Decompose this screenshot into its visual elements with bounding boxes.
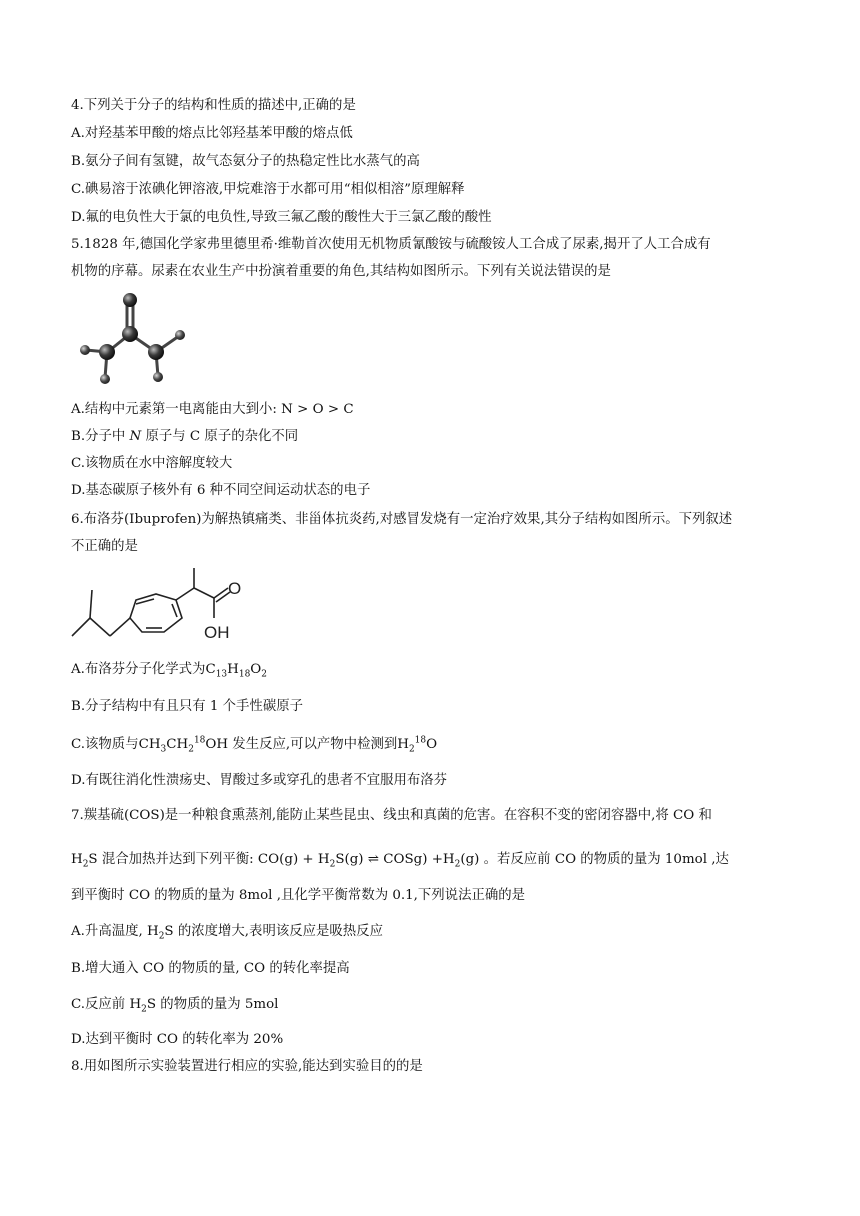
q7-option-a-text: A.升高温度, H — [71, 924, 159, 939]
q5-option-b — [71, 428, 298, 446]
q5-option-a: A.结构中元素第一电离能由大到小: N > O > C — [71, 402, 354, 417]
q7-option-d: D.达到平衡时 CO 的转化率为 20% — [71, 1032, 284, 1047]
q6-option-b: B.分子结构中有且只有 1 个手性碳原子 — [71, 699, 303, 714]
q7-stem-line2: $H_2S$ 混合加热并达到下列平衡: $CO(g) + H_2S(g)$ ⇌ COSg) $+H_2(g)$ 。若反应前 CO 的物质的量为 10mol ,达 — [71, 852, 729, 870]
ibuprofen-structure-diagram — [70, 566, 250, 644]
q6-option-a — [71, 661, 267, 679]
hydrogen-atom — [175, 330, 185, 340]
q6-option-c-text: C.该物质与 — [71, 737, 139, 752]
q5-option-b-text: B.分子中 — [71, 429, 130, 444]
carbonyl-oxygen-label: O — [228, 579, 242, 598]
hydrogen-atom — [80, 345, 90, 355]
hydrogen-atom — [153, 372, 163, 382]
q7-equation-part2: S(g) ⇌ COSg) +H — [335, 852, 455, 867]
ibuprofen-formula: $C_{13}H_{18}O_2$ — [205, 662, 268, 680]
nitrogen-atom-left — [99, 344, 115, 360]
q5-option-b-text-rest: 原子与 C 原子的杂化不同 — [141, 429, 299, 444]
q5-option-c: C.该物质在水中溶解度较大 — [71, 456, 233, 471]
q7-option-a-text-rest: S 的浓度增大,表明该反应是吸热反应 — [164, 924, 383, 939]
q7-option-c-text: C.反应前 H — [71, 997, 142, 1012]
ethanol-o18-formula: $CH_3CH_2^{18}OH$ — [138, 735, 229, 755]
nitrogen-atom-right — [148, 344, 164, 360]
hydroxyl-label: OH — [204, 623, 230, 642]
oxygen-atom — [123, 293, 137, 307]
urea-ball-stick-model — [72, 290, 198, 386]
q7-stem-line3: 到平衡时 CO 的物质的量为 8mol ,且化学平衡常数为 0.1,下列说法正确的是 — [71, 888, 526, 903]
q6-option-c-text-mid: 发生反应,可以产物中检测到 — [228, 737, 398, 752]
q5-stem-line2: 机物的序幕。尿素在农业生产中扮演着重要的角色,其结构如图所示。下列有关说法错误的是 — [71, 264, 611, 279]
q5-option-b-n-symbol: N — [129, 429, 142, 444]
q4-option-c: C.碘易溶于浓碘化钾溶液,甲烷难溶于水都可用“相似相溶”原理解释 — [71, 182, 465, 197]
q4-option-d: D.氟的电负性大于氯的电负性,导致三氟乙酸的酸性大于三氯乙酸的酸性 — [71, 210, 492, 225]
q7-option-a: A.升高温度, $H_2S$ 的浓度增大,表明该反应是吸热反应 — [71, 924, 383, 942]
q6-stem-line1: 6.布洛芬(Ibuprofen)为解热镇痛类、非甾体抗炎药,对感冒发烧有一定治疗效果,其分子结构如图所示。下列叙述 — [71, 512, 733, 527]
q6-stem-line2: 不正确的是 — [71, 539, 138, 554]
q4-option-b: B.氨分子间有氢键，故气态氨分子的热稳定性比水蒸气的高 — [71, 154, 420, 169]
q4-stem: 4.下列关于分子的结构和性质的描述中,正确的是 — [71, 98, 356, 113]
q6-option-d: D.有既往消化性溃疡史、胃酸过多或穿孔的患者不宜服用布洛芬 — [71, 773, 448, 788]
water-o18-formula: $H_2^{18}O$ — [397, 735, 438, 755]
hydrogen-atom — [100, 374, 110, 384]
carbon-atom — [122, 326, 138, 342]
q7-option-c-text-rest: S 的物质的量为 5mol — [146, 997, 279, 1012]
q5-stem-line1: 5.1828 年,德国化学家弗里德里希·维勒首次使用无机物质氰酸铵与硫酸铵人工合成了尿素,揭开了人工合成有 — [71, 237, 711, 252]
q7-stem-line1: 7.羰基硫(COS)是一种粮食熏蒸剂,能防止某些昆虫、线虫和真菌的危害。在容积不变的密闭容器中,将 CO 和 — [71, 808, 712, 823]
q6-option-c — [71, 736, 437, 754]
q8-stem: 8.用如图所示实验装置进行相应的实验,能达到实验目的的是 — [71, 1059, 423, 1074]
q7-option-c: C.反应前 $H_2S$ 的物质的量为 5mol — [71, 997, 279, 1015]
q7-equation-part3: (g) 。若反应前 CO 的物质的量为 10mol ,达 — [460, 852, 729, 867]
q7-option-b: B.增大通入 CO 的物质的量, CO 的转化率提高 — [71, 961, 350, 976]
q4-option-a: A.对羟基苯甲酸的熔点比邻羟基苯甲酸的熔点低 — [71, 126, 353, 141]
q5-option-d: D.基态碳原子核外有 6 种不同空间运动状态的电子 — [71, 483, 371, 498]
q7-equation-part1: 混合加热并达到下列平衡: CO(g) + H — [97, 852, 330, 867]
q6-option-a-text: A.布洛芬分子化学式为 — [71, 662, 206, 677]
